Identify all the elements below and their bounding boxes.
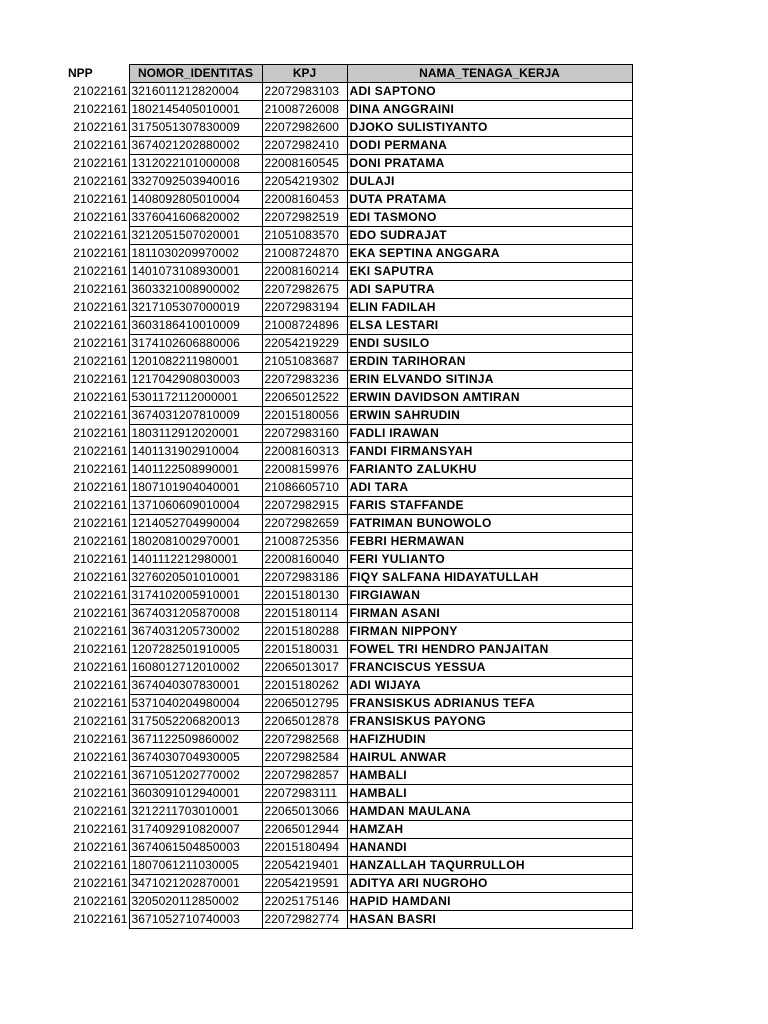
table-body [63, 83, 632, 929]
cell-nomor-identitas: 3175052206820013 [129, 713, 262, 731]
cell-kpj: 22015180114 [262, 605, 347, 623]
cell-nomor-identitas: 1401122508990001 [129, 461, 262, 479]
cell-nama-tenaga-kerja: HAPID HAMDANI [347, 893, 632, 911]
table-row [63, 551, 632, 569]
table-row [63, 299, 632, 317]
cell-nomor-identitas: 1408092805010004 [129, 191, 262, 209]
cell-nama-tenaga-kerja: DODI PERMANA [347, 137, 632, 155]
cell-nama-tenaga-kerja: DONI PRATAMA [347, 155, 632, 173]
cell-npp: 21022161 [73, 750, 128, 764]
cell-kpj: 21051083570 [262, 227, 347, 245]
cell-nomor-identitas: 1371060609010004 [129, 497, 262, 515]
cell-nama-tenaga-kerja: ERDIN TARIHORAN [347, 353, 632, 371]
cell-nomor-identitas: 3175051307830009 [129, 119, 262, 137]
cell-kpj: 22072982857 [262, 767, 347, 785]
table-row [63, 281, 632, 299]
cell-nama-tenaga-kerja: ERIN ELVANDO SITINJA [347, 371, 632, 389]
cell-npp: 21022161 [73, 408, 128, 422]
cell-kpj: 22072982584 [262, 749, 347, 767]
cell-nama-tenaga-kerja: FRANSISKUS PAYONG [347, 713, 632, 731]
cell-nomor-identitas: 3217105307000019 [129, 299, 262, 317]
cell-npp: 21022161 [73, 786, 128, 800]
cell-nama-tenaga-kerja: HAMZAH [347, 821, 632, 839]
table-row [63, 569, 632, 587]
cell-npp: 21022161 [73, 660, 128, 674]
cell-nomor-identitas: 5371040204980004 [129, 695, 262, 713]
table-row [63, 209, 632, 227]
cell-nomor-identitas: 3671052710740003 [129, 911, 262, 929]
table-row [63, 371, 632, 389]
cell-npp: 21022161 [73, 282, 128, 296]
cell-nama-tenaga-kerja: EDO SUDRAJAT [347, 227, 632, 245]
cell-npp: 21022161 [73, 84, 128, 98]
cell-nama-tenaga-kerja: HANANDI [347, 839, 632, 857]
cell-nomor-identitas: 3674031205870008 [129, 605, 262, 623]
cell-npp: 21022161 [73, 678, 128, 692]
table-row [63, 425, 632, 443]
cell-kpj: 22072982915 [262, 497, 347, 515]
cell-npp: 21022161 [73, 102, 128, 116]
cell-nomor-identitas: 5301172112000001 [129, 389, 262, 407]
cell-nomor-identitas: 3174092910820007 [129, 821, 262, 839]
cell-kpj: 22008160214 [262, 263, 347, 281]
cell-nomor-identitas: 3174102606880006 [129, 335, 262, 353]
table-row [63, 245, 632, 263]
table-row [63, 515, 632, 533]
table-row [63, 227, 632, 245]
cell-kpj: 21086605710 [262, 479, 347, 497]
cell-nama-tenaga-kerja: FIRGIAWAN [347, 587, 632, 605]
cell-npp: 21022161 [73, 318, 128, 332]
table-row [63, 317, 632, 335]
table-row [63, 893, 632, 911]
cell-nama-tenaga-kerja: FERI YULIANTO [347, 551, 632, 569]
table-row [63, 803, 632, 821]
cell-npp: 21022161 [73, 588, 128, 602]
cell-npp: 21022161 [73, 120, 128, 134]
table-row [63, 713, 632, 731]
cell-kpj: 22072982410 [262, 137, 347, 155]
cell-npp: 21022161 [73, 840, 128, 854]
cell-npp: 21022161 [73, 138, 128, 152]
cell-npp: 21022161 [73, 768, 128, 782]
cell-nomor-identitas: 1401112212980001 [129, 551, 262, 569]
cell-npp: 21022161 [73, 354, 128, 368]
table-row [63, 533, 632, 551]
cell-nama-tenaga-kerja: FANDI FIRMANSYAH [347, 443, 632, 461]
header-kpj: KPJ [262, 65, 347, 83]
cell-kpj: 22072983194 [262, 299, 347, 317]
table-row [63, 191, 632, 209]
cell-nomor-identitas: 1811030209970002 [129, 245, 262, 263]
cell-kpj: 22015180031 [262, 641, 347, 659]
table-row [63, 767, 632, 785]
table-row [63, 443, 632, 461]
cell-nomor-identitas: 3671051202770002 [129, 767, 262, 785]
table-row [63, 641, 632, 659]
cell-nomor-identitas: 3674031205730002 [129, 623, 262, 641]
cell-nama-tenaga-kerja: HAMDAN MAULANA [347, 803, 632, 821]
cell-nama-tenaga-kerja: HASAN BASRI [347, 911, 632, 929]
cell-npp: 21022161 [73, 912, 128, 926]
cell-nama-tenaga-kerja: ADI TARA [347, 479, 632, 497]
cell-kpj: 22054219591 [262, 875, 347, 893]
cell-nama-tenaga-kerja: FEBRI HERMAWAN [347, 533, 632, 551]
cell-npp: 21022161 [73, 246, 128, 260]
cell-kpj: 22054219401 [262, 857, 347, 875]
cell-nama-tenaga-kerja: ADI SAPUTRA [347, 281, 632, 299]
cell-nama-tenaga-kerja: DUTA PRATAMA [347, 191, 632, 209]
cell-npp: 21022161 [73, 444, 128, 458]
cell-nomor-identitas: 3674021202880002 [129, 137, 262, 155]
cell-nama-tenaga-kerja: ENDI SUSILO [347, 335, 632, 353]
cell-nama-tenaga-kerja: FRANSISKUS ADRIANUS TEFA [347, 695, 632, 713]
cell-npp: 21022161 [73, 876, 128, 890]
table-row [63, 605, 632, 623]
cell-nama-tenaga-kerja: ELSA LESTARI [347, 317, 632, 335]
cell-kpj: 22008160313 [262, 443, 347, 461]
cell-kpj: 22072983160 [262, 425, 347, 443]
employee-table [63, 64, 633, 929]
cell-kpj: 22072982568 [262, 731, 347, 749]
table-row [63, 623, 632, 641]
cell-nomor-identitas: 3674061504850003 [129, 839, 262, 857]
cell-npp: 21022161 [73, 372, 128, 386]
table-row [63, 497, 632, 515]
cell-nomor-identitas: 3216011212820004 [129, 83, 262, 101]
table-row [63, 857, 632, 875]
cell-kpj: 22065013017 [262, 659, 347, 677]
cell-nama-tenaga-kerja: FRANCISCUS YESSUA [347, 659, 632, 677]
cell-nomor-identitas: 1401131902910004 [129, 443, 262, 461]
cell-kpj: 22015180130 [262, 587, 347, 605]
cell-kpj: 22072983236 [262, 371, 347, 389]
cell-npp: 21022161 [73, 894, 128, 908]
cell-nomor-identitas: 1803112912020001 [129, 425, 262, 443]
cell-nomor-identitas: 3671122509860002 [129, 731, 262, 749]
cell-nomor-identitas: 1807101904040001 [129, 479, 262, 497]
cell-kpj: 22025175146 [262, 893, 347, 911]
cell-npp: 21022161 [73, 192, 128, 206]
cell-kpj: 22072982774 [262, 911, 347, 929]
cell-kpj: 22008159976 [262, 461, 347, 479]
cell-kpj: 22008160545 [262, 155, 347, 173]
cell-kpj: 21051083687 [262, 353, 347, 371]
cell-nomor-identitas: 3603321008900002 [129, 281, 262, 299]
cell-nama-tenaga-kerja: EKA SEPTINA ANGGARA [347, 245, 632, 263]
cell-nama-tenaga-kerja: FOWEL TRI HENDRO PANJAITAN [347, 641, 632, 659]
cell-npp: 21022161 [73, 732, 128, 746]
cell-kpj: 22065013066 [262, 803, 347, 821]
header-row [63, 65, 632, 83]
cell-npp: 21022161 [73, 480, 128, 494]
table-row [63, 83, 632, 101]
cell-nama-tenaga-kerja: FIQY SALFANA HIDAYATULLAH [347, 569, 632, 587]
cell-npp: 21022161 [73, 642, 128, 656]
cell-kpj: 22065012522 [262, 389, 347, 407]
cell-nama-tenaga-kerja: FARIS STAFFANDE [347, 497, 632, 515]
cell-kpj: 22015180494 [262, 839, 347, 857]
cell-nomor-identitas: 3674031207810009 [129, 407, 262, 425]
cell-kpj: 21008726008 [262, 101, 347, 119]
cell-nomor-identitas: 3174102005910001 [129, 587, 262, 605]
cell-kpj: 21008725356 [262, 533, 347, 551]
cell-npp: 21022161 [73, 534, 128, 548]
cell-kpj: 22072982659 [262, 515, 347, 533]
cell-npp: 21022161 [73, 426, 128, 440]
cell-nomor-identitas: 3674030704930005 [129, 749, 262, 767]
cell-nama-tenaga-kerja: FIRMAN NIPPONY [347, 623, 632, 641]
cell-nama-tenaga-kerja: FADLI IRAWAN [347, 425, 632, 443]
cell-kpj: 22065012795 [262, 695, 347, 713]
table-row [63, 587, 632, 605]
cell-kpj: 21008724896 [262, 317, 347, 335]
table-row [63, 911, 632, 929]
cell-nomor-identitas: 3603091012940001 [129, 785, 262, 803]
table-row [63, 749, 632, 767]
table-row [63, 839, 632, 857]
cell-nomor-identitas: 1608012712010002 [129, 659, 262, 677]
cell-kpj: 22072982675 [262, 281, 347, 299]
table-row [63, 479, 632, 497]
cell-npp: 21022161 [73, 498, 128, 512]
table-row [63, 659, 632, 677]
cell-nama-tenaga-kerja: DJOKO SULISTIYANTO [347, 119, 632, 137]
cell-npp: 21022161 [73, 858, 128, 872]
cell-nomor-identitas: 1312022101000008 [129, 155, 262, 173]
cell-nomor-identitas: 3205020112850002 [129, 893, 262, 911]
table-row [63, 137, 632, 155]
cell-nama-tenaga-kerja: DINA ANGGRAINI [347, 101, 632, 119]
cell-nomor-identitas: 1214052704990004 [129, 515, 262, 533]
cell-npp: 21022161 [73, 804, 128, 818]
cell-kpj: 22065012878 [262, 713, 347, 731]
cell-nama-tenaga-kerja: EKI SAPUTRA [347, 263, 632, 281]
cell-nama-tenaga-kerja: FARIANTO ZALUKHU [347, 461, 632, 479]
table-row [63, 173, 632, 191]
table-row [63, 875, 632, 893]
table-row [63, 731, 632, 749]
cell-npp: 21022161 [73, 606, 128, 620]
cell-npp: 21022161 [73, 210, 128, 224]
cell-nama-tenaga-kerja: ERWIN DAVIDSON AMTIRAN [347, 389, 632, 407]
cell-nomor-identitas: 1401073108930001 [129, 263, 262, 281]
cell-nomor-identitas: 3212211703010001 [129, 803, 262, 821]
header-nama-tenaga-kerja: NAMA_TENAGA_KERJA [347, 65, 632, 83]
cell-nama-tenaga-kerja: ADI SAPTONO [347, 83, 632, 101]
cell-nama-tenaga-kerja: EDI TASMONO [347, 209, 632, 227]
cell-nama-tenaga-kerja: DULAJI [347, 173, 632, 191]
cell-nomor-identitas: 3276020501010001 [129, 569, 262, 587]
cell-nama-tenaga-kerja: FATRIMAN BUNOWOLO [347, 515, 632, 533]
cell-npp: 21022161 [73, 822, 128, 836]
cell-nama-tenaga-kerja: FIRMAN ASANI [347, 605, 632, 623]
cell-npp: 21022161 [73, 516, 128, 530]
cell-nama-tenaga-kerja: ADITYA ARI NUGROHO [347, 875, 632, 893]
table-row [63, 353, 632, 371]
table-row [63, 677, 632, 695]
cell-kpj: 22054219229 [262, 335, 347, 353]
cell-kpj: 22008160453 [262, 191, 347, 209]
cell-npp: 21022161 [73, 714, 128, 728]
cell-nama-tenaga-kerja: HAMBALI [347, 767, 632, 785]
cell-nomor-identitas: 1807061211030005 [129, 857, 262, 875]
cell-npp: 21022161 [73, 174, 128, 188]
cell-npp: 21022161 [73, 696, 128, 710]
cell-npp: 21022161 [73, 462, 128, 476]
cell-nomor-identitas: 1802145405010001 [129, 101, 262, 119]
table-row [63, 821, 632, 839]
table-row [63, 461, 632, 479]
table-row [63, 335, 632, 353]
cell-nama-tenaga-kerja: ELIN FADILAH [347, 299, 632, 317]
cell-nomor-identitas: 3376041606820002 [129, 209, 262, 227]
cell-npp: 21022161 [73, 336, 128, 350]
cell-kpj: 22065012944 [262, 821, 347, 839]
cell-npp: 21022161 [73, 228, 128, 242]
cell-nomor-identitas: 3471021202870001 [129, 875, 262, 893]
cell-kpj: 22072983111 [262, 785, 347, 803]
cell-kpj: 22072983186 [262, 569, 347, 587]
cell-kpj: 22015180262 [262, 677, 347, 695]
table-row [63, 263, 632, 281]
cell-npp: 21022161 [73, 300, 128, 314]
table-row [63, 155, 632, 173]
cell-nomor-identitas: 1802081002970001 [129, 533, 262, 551]
cell-kpj: 22072982600 [262, 119, 347, 137]
cell-kpj: 22015180288 [262, 623, 347, 641]
cell-npp: 21022161 [73, 570, 128, 584]
cell-kpj: 22008160040 [262, 551, 347, 569]
cell-nomor-identitas: 3674040307830001 [129, 677, 262, 695]
cell-npp: 21022161 [73, 156, 128, 170]
cell-npp: 21022161 [73, 624, 128, 638]
cell-npp: 21022161 [73, 390, 128, 404]
cell-kpj: 21008724870 [262, 245, 347, 263]
cell-npp: 21022161 [73, 264, 128, 278]
cell-nomor-identitas: 3603186410010009 [129, 317, 262, 335]
cell-nomor-identitas: 3327092503940016 [129, 173, 262, 191]
cell-kpj: 22054219302 [262, 173, 347, 191]
table-row [63, 119, 632, 137]
cell-nama-tenaga-kerja: ADI WIJAYA [347, 677, 632, 695]
cell-nama-tenaga-kerja: HAFIZHUDIN [347, 731, 632, 749]
cell-kpj: 22072983103 [262, 83, 347, 101]
cell-nomor-identitas: 3212051507020001 [129, 227, 262, 245]
table-row [63, 695, 632, 713]
table-row [63, 389, 632, 407]
cell-kpj: 22072982519 [262, 209, 347, 227]
table-row [63, 407, 632, 425]
table-row [63, 785, 632, 803]
cell-nama-tenaga-kerja: HANZALLAH TAQURRULLOH [347, 857, 632, 875]
cell-nama-tenaga-kerja: ERWIN SAHRUDIN [347, 407, 632, 425]
cell-kpj: 22015180056 [262, 407, 347, 425]
header-nomor-identitas: NOMOR_IDENTITAS [129, 65, 262, 83]
cell-nomor-identitas: 1201082211980001 [129, 353, 262, 371]
cell-nomor-identitas: 1207282501910005 [129, 641, 262, 659]
cell-nama-tenaga-kerja: HAMBALI [347, 785, 632, 803]
cell-npp: 21022161 [73, 552, 128, 566]
cell-nomor-identitas: 1217042908030003 [129, 371, 262, 389]
header-npp: NPP [63, 65, 129, 83]
table-row [63, 101, 632, 119]
cell-nama-tenaga-kerja: HAIRUL ANWAR [347, 749, 632, 767]
